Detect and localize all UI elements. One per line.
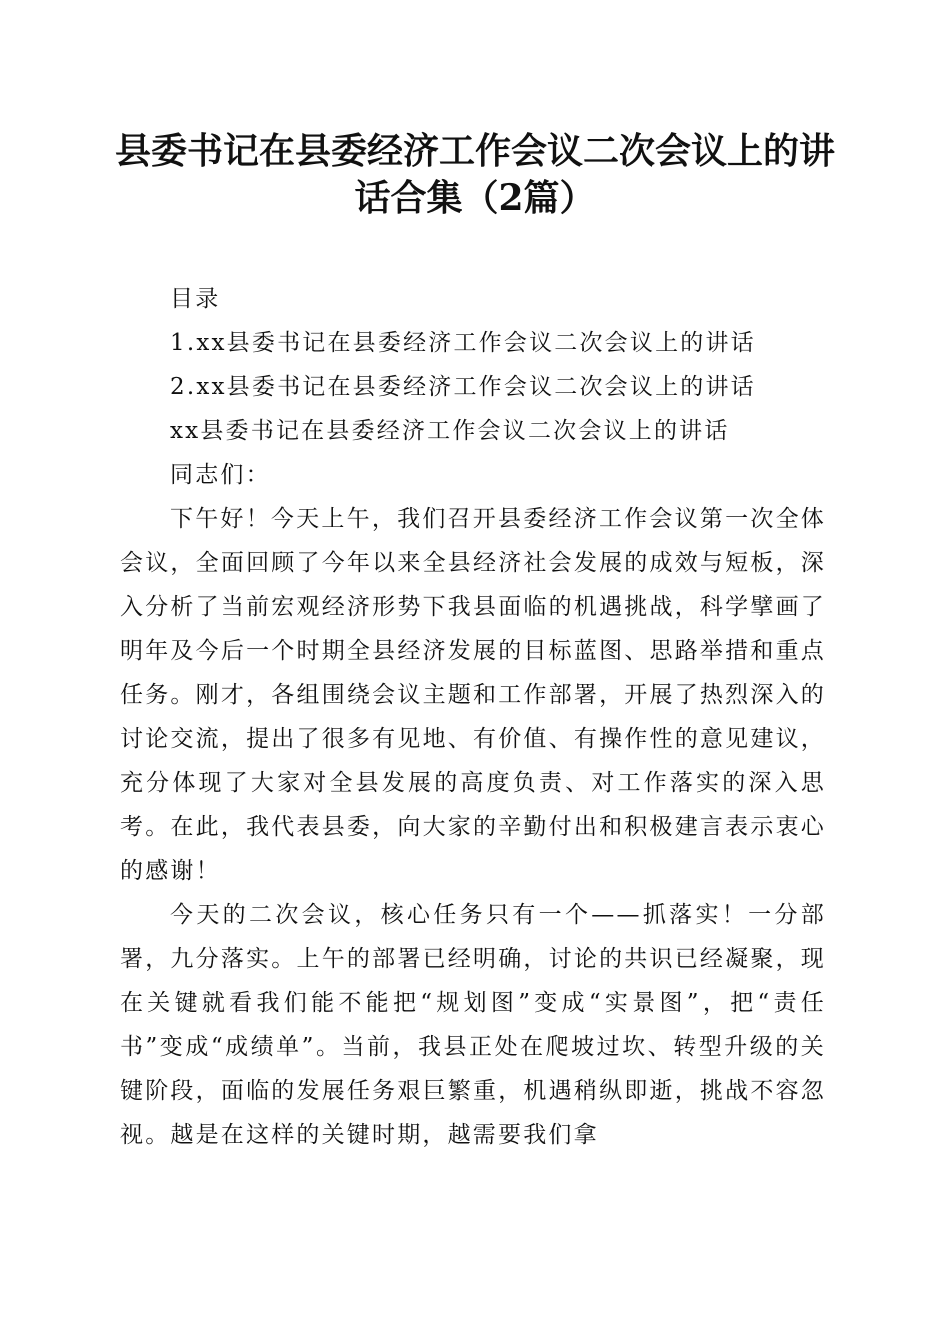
body-paragraph-1: 下午好！今天上午，我们召开县委经济工作会议第一次全体会议，全面回顾了今年以来全县经济社会发展的成效与短板，深入分析了当前宏观经济形势下我县面临的机遇挑战，科学擘画了明年及今后一个时期全县经济发展的目标蓝图、思路举措和重点任务。刚才，各组围绕会议主题和工作部署，开展了热烈深入的讨论交流，提出了很多有见地、有价值、有操作性的意见建议，充分体现了大家对全县发展的高度负责、对工作落实的深入思考。在此，我代表县委，向大家的辛勤付出和积极建言表示衷心的感谢！: [120, 506, 826, 884]
toc-heading: 目录: [170, 286, 221, 312]
document-title: 县委书记在县委经济工作会议二次会议上的讲话合集（2篇）: [114, 130, 835, 219]
toc-item-2: 2.xx县委书记在县委经济工作会议二次会议上的讲话: [170, 374, 756, 400]
toc-item-1: 1.xx县委书记在县委经济工作会议二次会议上的讲话: [170, 330, 756, 356]
body-paragraph-2: 今天的二次会议，核心任务只有一个——抓落实！一分部署，九分落实。上午的部署已经明确，讨论的共识已经凝聚，现在关键就看我们能不能把“规划图”变成“实景图”，把“责任书”变成“成绩单”。当前，我县正处在爬坡过坎、转型升级的关键阶段，面临的发展任务艰巨繁重，机遇稍纵即逝，挑战不容忽视。越是在这样的关键时期，越需要我们拿: [120, 902, 826, 1148]
salutation: 同志们：: [170, 462, 271, 488]
document-body: [120, 277, 826, 1157]
section-title: xx县委书记在县委经济工作会议二次会议上的讲话: [170, 418, 730, 444]
